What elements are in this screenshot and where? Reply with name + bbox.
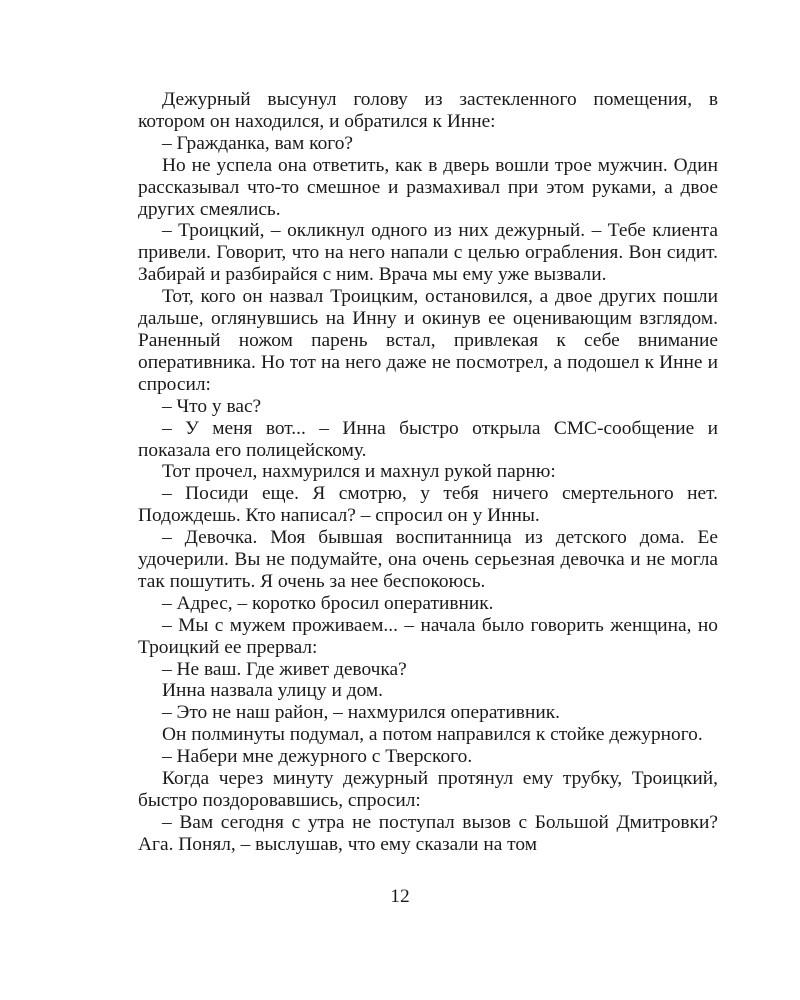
paragraph: Тот, кого он назвал Троицким, остановился, а двое других пошли дальше, оглянувшись на Инну и окинув ее оценивающим взглядом. Раненный ножом парень встал, привлекая к себе внимание оперативника. Но тот на него даже не посмотрел, а подошел к Инне и спросил:: [138, 286, 718, 395]
paragraph: – Посиди еще. Я смотрю, у тебя ничего смертельного нет. Подождешь. Кто написал? – спросил он у Инны.: [138, 483, 718, 527]
paragraph: Дежурный высунул голову из застекленного помещения, в котором он находился, и обратился к Инне:: [138, 89, 718, 132]
paragraph: – Что у вас?: [162, 395, 262, 417]
paragraph: – Мы с мужем проживаем... – начала было говорить женщина, но Троицкий ее прервал:: [138, 614, 718, 658]
paragraph: – Набери мне дежурного с Тверского.: [162, 746, 473, 768]
page-number: 12: [390, 886, 410, 907]
paragraph: – Вам сегодня с утра не поступал вызов с Большой Дмитровки? Ага. Понял, – выслушав, что ему сказали на том: [138, 811, 718, 855]
paragraph: – Это не наш район, – нахмурился оперативник.: [162, 702, 560, 724]
body-text: [138, 89, 718, 856]
paragraph: Но не успела она ответить, как в дверь вошли трое мужчин. Один рассказывал что-то смешное и размахивал при этом руками, а двое других смеялись.: [138, 154, 718, 220]
paragraph: – У меня вот... – Инна быстро открыла СМС-сообщение и показала его полицейскому.: [138, 417, 718, 461]
paragraph: Тот прочел, нахмурился и махнул рукой парню:: [162, 461, 556, 483]
paragraph: Инна назвала улицу и дом.: [162, 680, 384, 702]
paragraph: – Не ваш. Где живет девочка?: [162, 658, 407, 680]
paragraph: Он полминуты подумал, а потом направился к стойке дежурного.: [162, 724, 703, 746]
paragraph: – Троицкий, – окликнул одного из них дежурный. – Тебе клиента привели. Говорит, что на него напали с целью ограбления. Вон сидит. Забирай и разбирайся с ним. Врача мы ему уже вызвали.: [138, 220, 718, 286]
paragraph: – Девочка. Моя бывшая воспитанница из детского дома. Ее удочерили. Вы не подумайте, она очень серьезная девочка и не могла так пошутить. Я очень за нее беспокоюсь.: [138, 527, 718, 592]
paragraph: – Адрес, – коротко бросил оперативник.: [162, 592, 494, 614]
paragraph: – Гражданка, вам кого?: [162, 132, 354, 154]
paragraph: Когда через минуту дежурный протянул ему трубку, Троицкий, быстро поздоровавшись, спросил:: [138, 768, 718, 811]
